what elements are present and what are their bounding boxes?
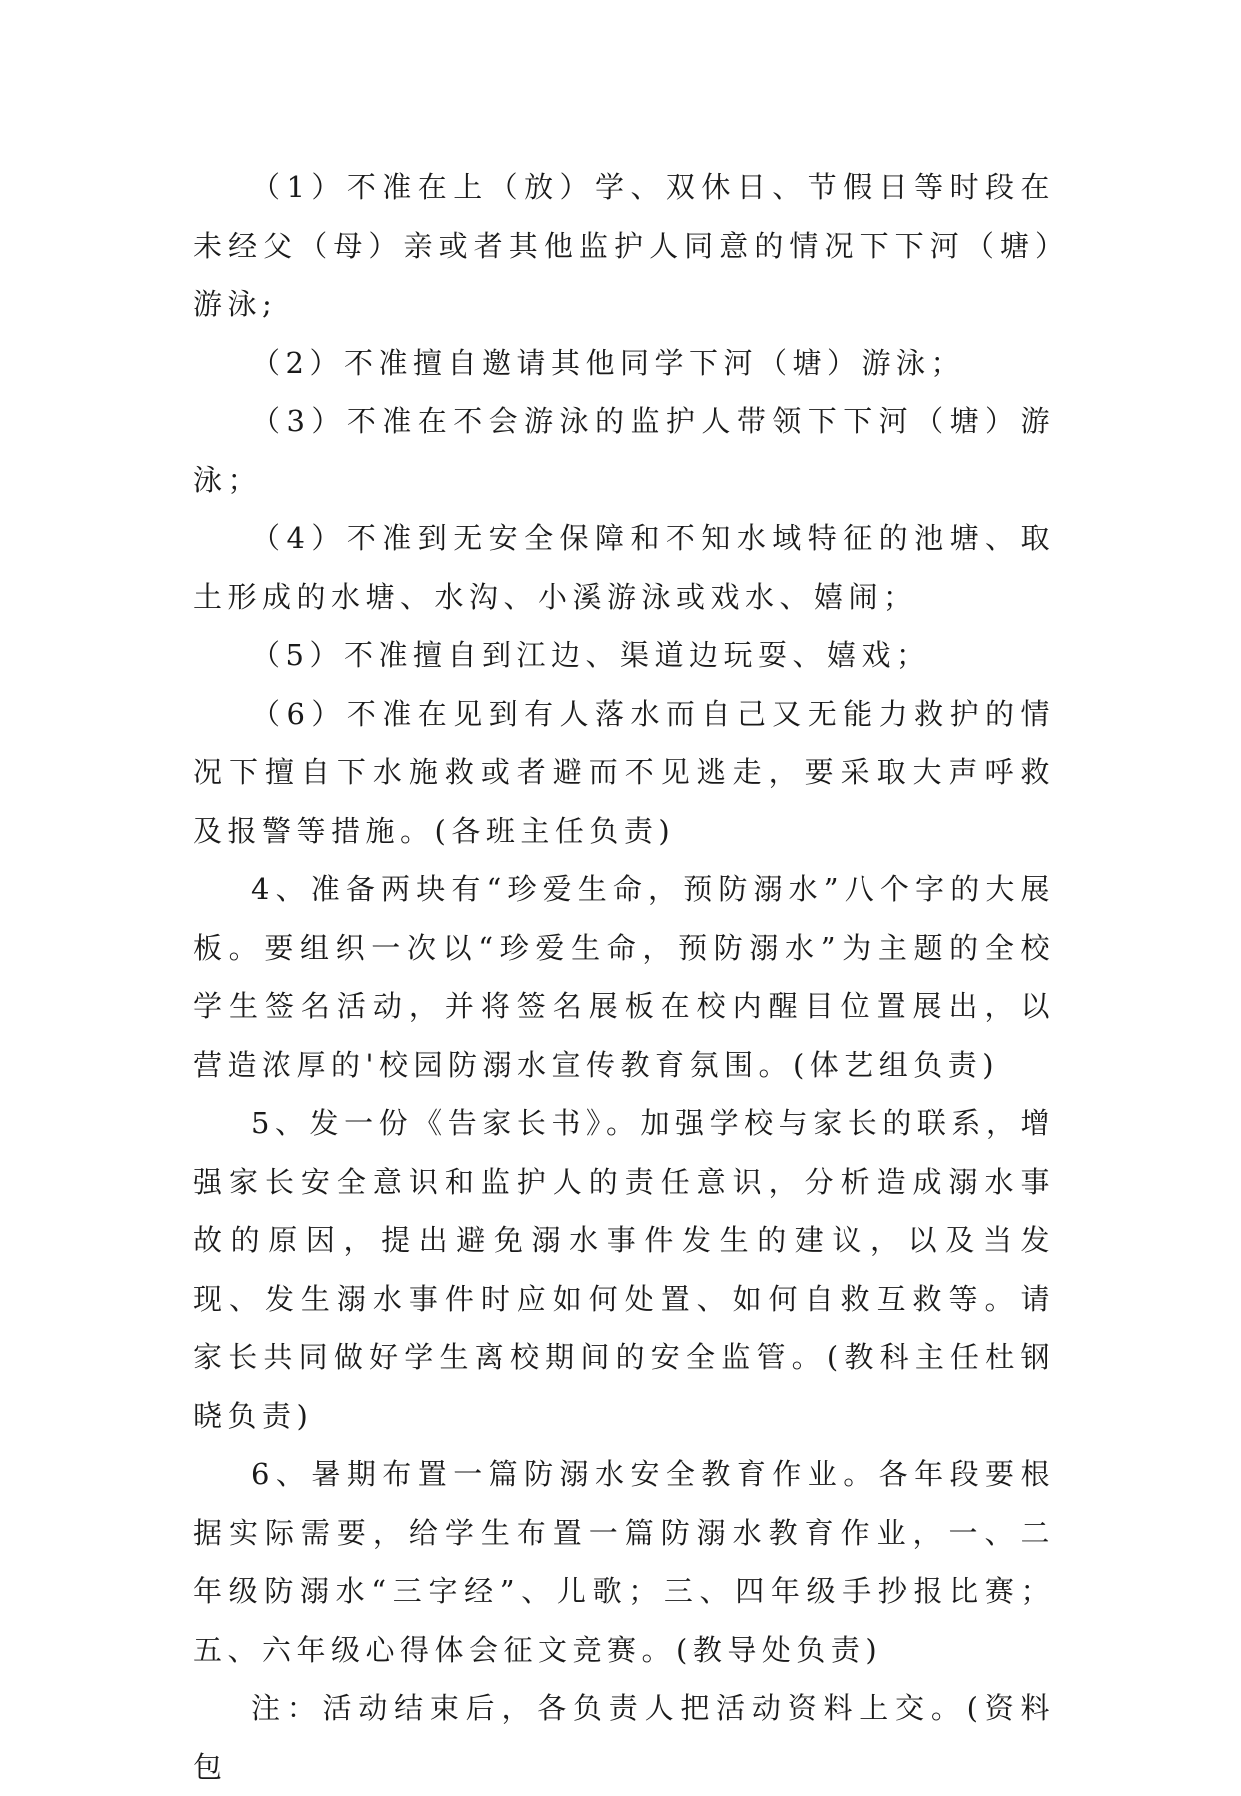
paragraph-rule-3: （3）不准在不会游泳的监护人带领下下河（塘）游泳；	[193, 404, 1055, 497]
paragraph-item-6: 6、暑期布置一篇防溺水安全教育作业。各年段要根据实际需要，给学生布置一篇防溺水教育作业，一、二年级防溺水“三字经”、儿歌；三、四年级手抄报比赛；五、六年级心得体会征文竞赛。(教导处负责)	[193, 1457, 1055, 1667]
paragraph-rule-5: （5）不准擅自到江边、渠道边玩耍、嬉戏；	[251, 638, 931, 672]
paragraph-rule-1: （1）不准在上（放）学、双休日、节假日等时段在未经父（母）亲或者其他监护人同意的情况下下河（塘）游泳;	[193, 170, 1055, 321]
paragraph-item-4: 4、准备两块有“珍爱生命，预防溺水”八个字的大展板。要组织一次以“珍爱生命，预防溺水”为主题的全校学生签名活动，并将签名展板在校内醒目位置展出，以营造浓厚的'校园防溺水宣传教育氛围。(体艺组负责)	[193, 872, 1055, 1082]
document-body	[193, 158, 1055, 1796]
paragraph-rule-6: （6）不准在见到有人落水而自己又无能力救护的情况下擅自下水施救或者避而不见逃走，要采取大声呼救及报警等措施。(各班主任负责)	[193, 696, 1055, 848]
paragraph-rule-4: （4）不准到无安全保障和不知水域特征的池塘、取土形成的水塘、水沟、小溪游泳或戏水、嬉闹；	[193, 521, 1055, 614]
paragraph-rule-2: （2）不准擅自邀请其他同学下河（塘）游泳；	[251, 345, 965, 380]
paragraph-note: 注：活动结束后，各负责人把活动资料上交。(资料包	[193, 1691, 1055, 1784]
paragraph-item-5: 5、发一份《告家长书》。加强学校与家长的联系，增强家长安全意识和监护人的责任意识，分析造成溺水事故的原因，提出避免溺水事件发生的建议，以及当发现、发生溺水事件时应如何处置、如何自救互救等。请家长共同做好学生离校期间的安全监管。(教科主任杜钢晓负责)	[193, 1106, 1055, 1433]
